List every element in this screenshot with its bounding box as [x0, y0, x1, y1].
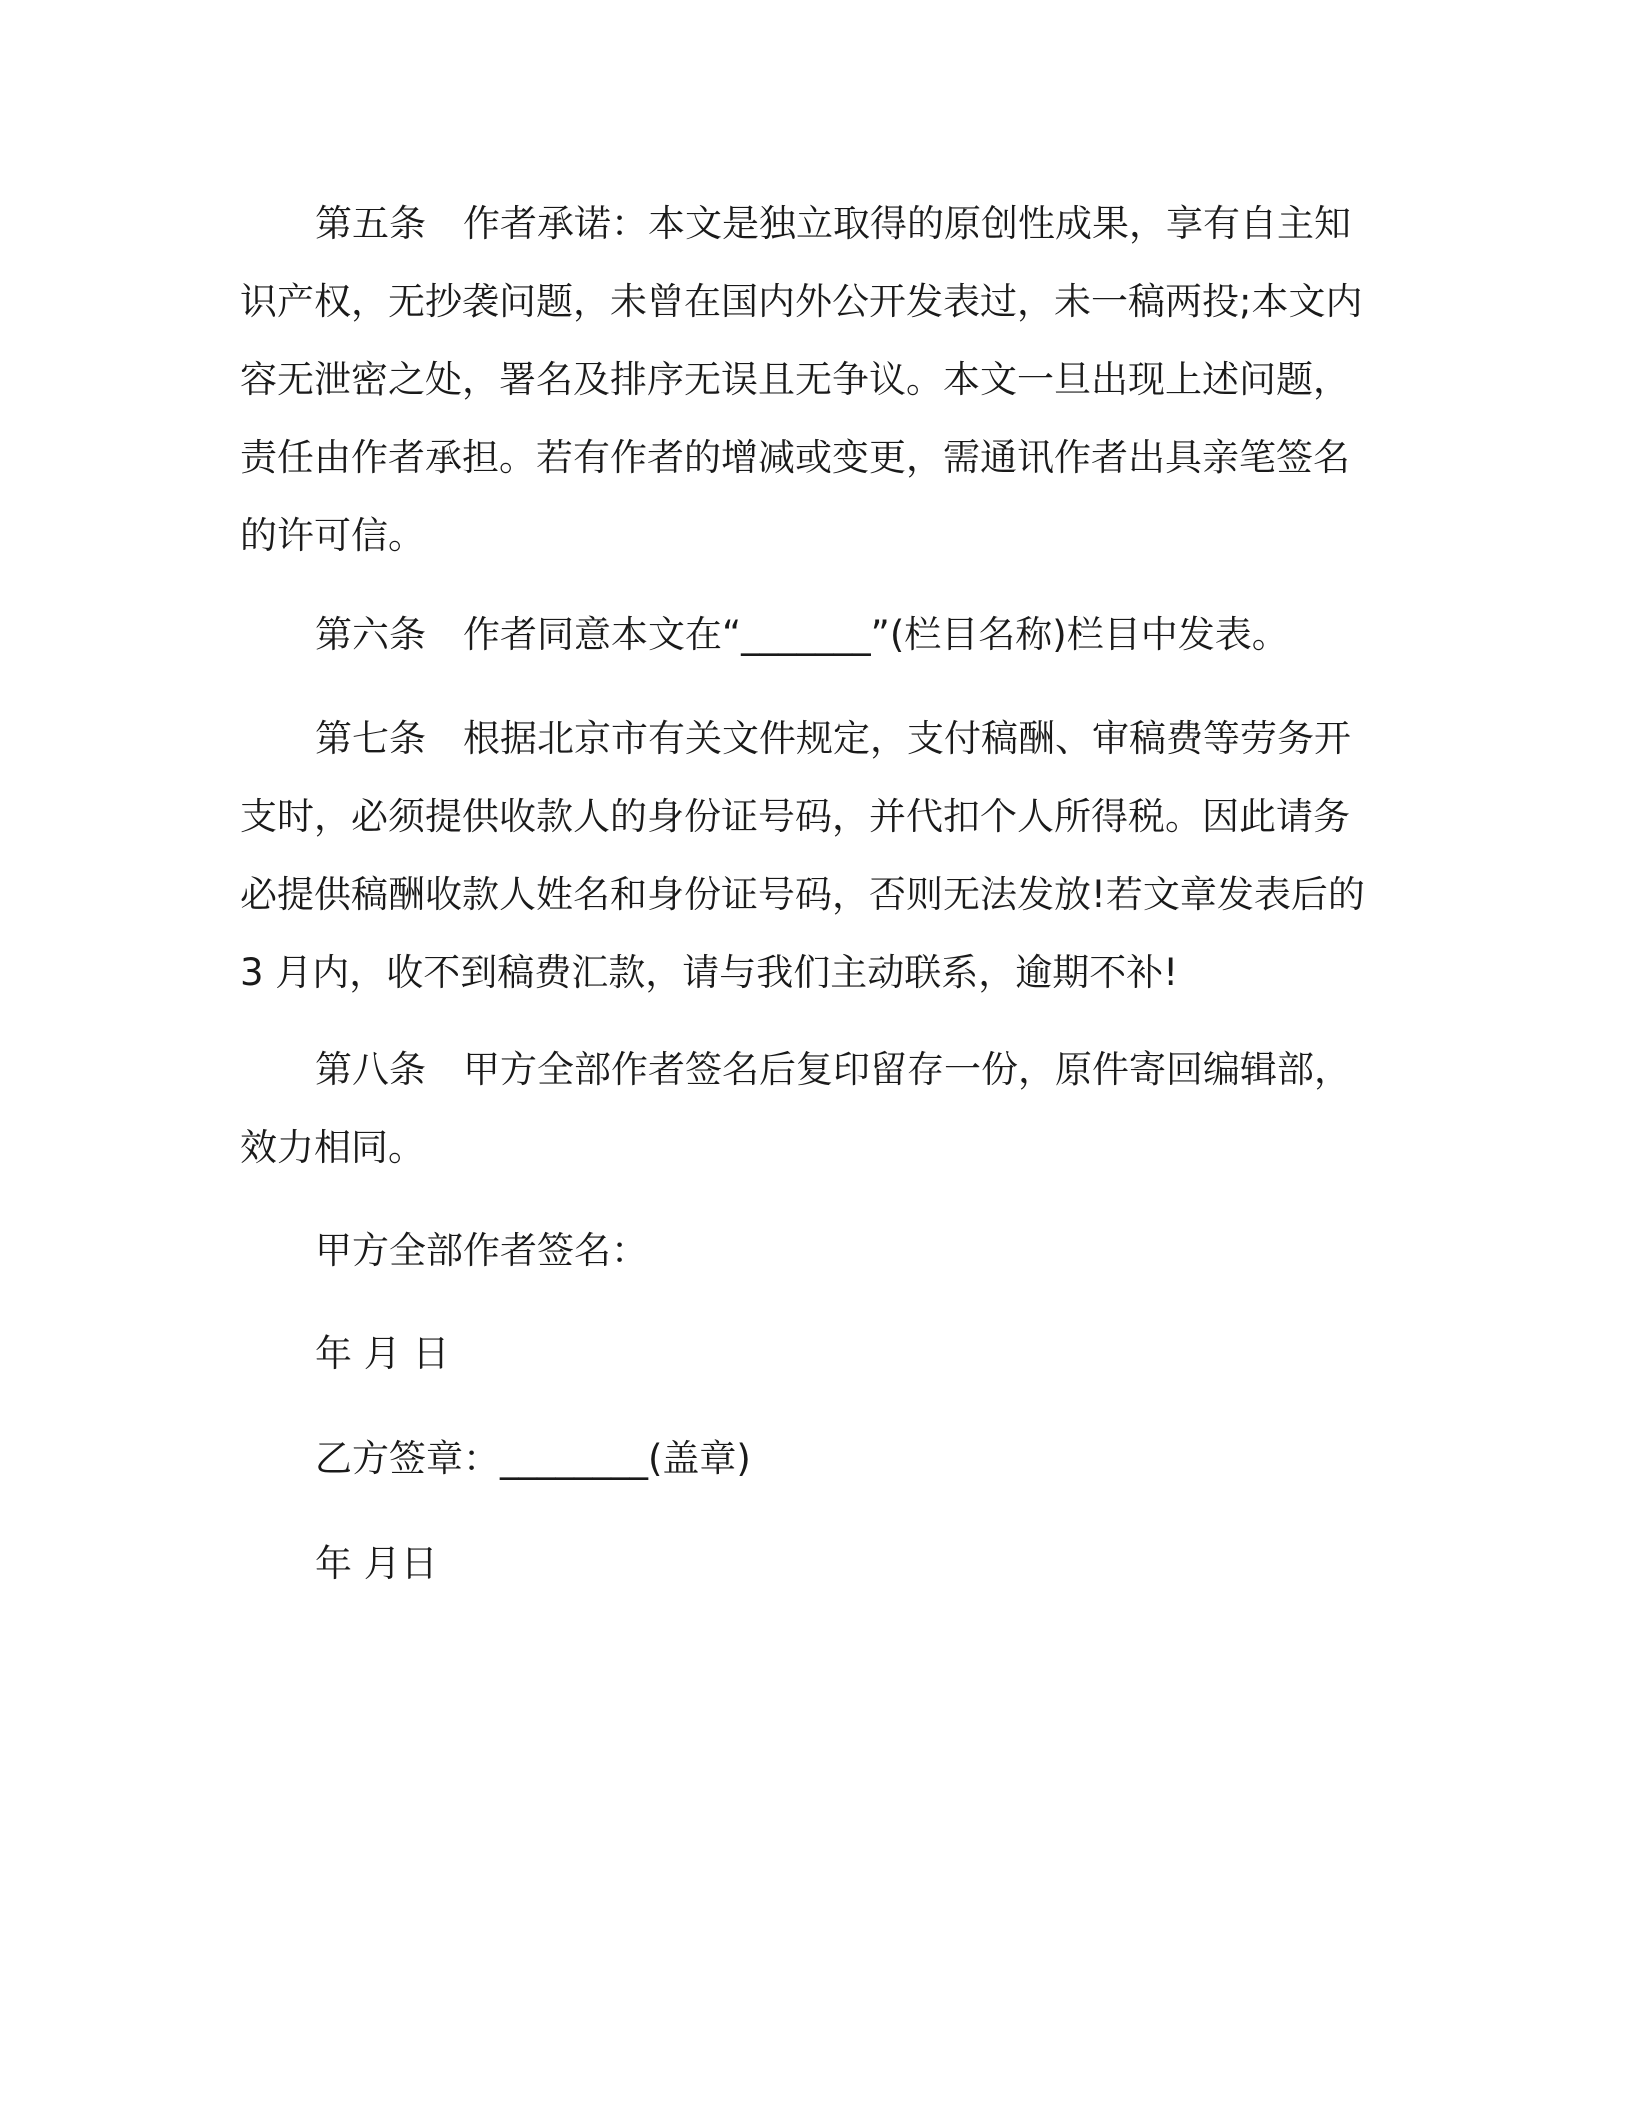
- document-page: [240, 185, 1377, 1603]
- article-7-paragraph: 第七条 根据北京市有关文件规定，支付稿酬、审稿费等劳务开支时，必须提供收款人的身份证号码，并代扣个人所得税。因此请务必提供稿酬收款人姓名和身份证号码，否则无法发放!若文章发表后的 3 月内，收不到稿费汇款，请与我们主动联系，逾期不补!: [240, 717, 1377, 994]
- article-5-paragraph: 第五条 作者承诺：本文是独立取得的原创性成果，享有自主知识产权，无抄袭问题，未曾在国内外公开发表过，未一稿两投;本文内容无泄密之处，署名及排序无误且无争议。本文一旦出现上述问题，责任由作者承担。若有作者的增减或变更，需通讯作者出具亲笔签名的许可信。: [240, 202, 1363, 557]
- party-b-date: 年 月日: [315, 1542, 438, 1585]
- party-a-date: 年 月 日: [315, 1332, 450, 1375]
- party-a-signature-label: 甲方全部作者签名：: [315, 1229, 648, 1272]
- party-b-signature-label: 乙方签章：________(盖章): [315, 1437, 751, 1480]
- article-8-paragraph: 第八条 甲方全部作者签名后复印留存一份，原件寄回编辑部，效力相同。: [240, 1048, 1351, 1169]
- article-6-paragraph: 第六条 作者同意本文在“_______”(栏目名称)栏目中发表。: [315, 613, 1289, 656]
